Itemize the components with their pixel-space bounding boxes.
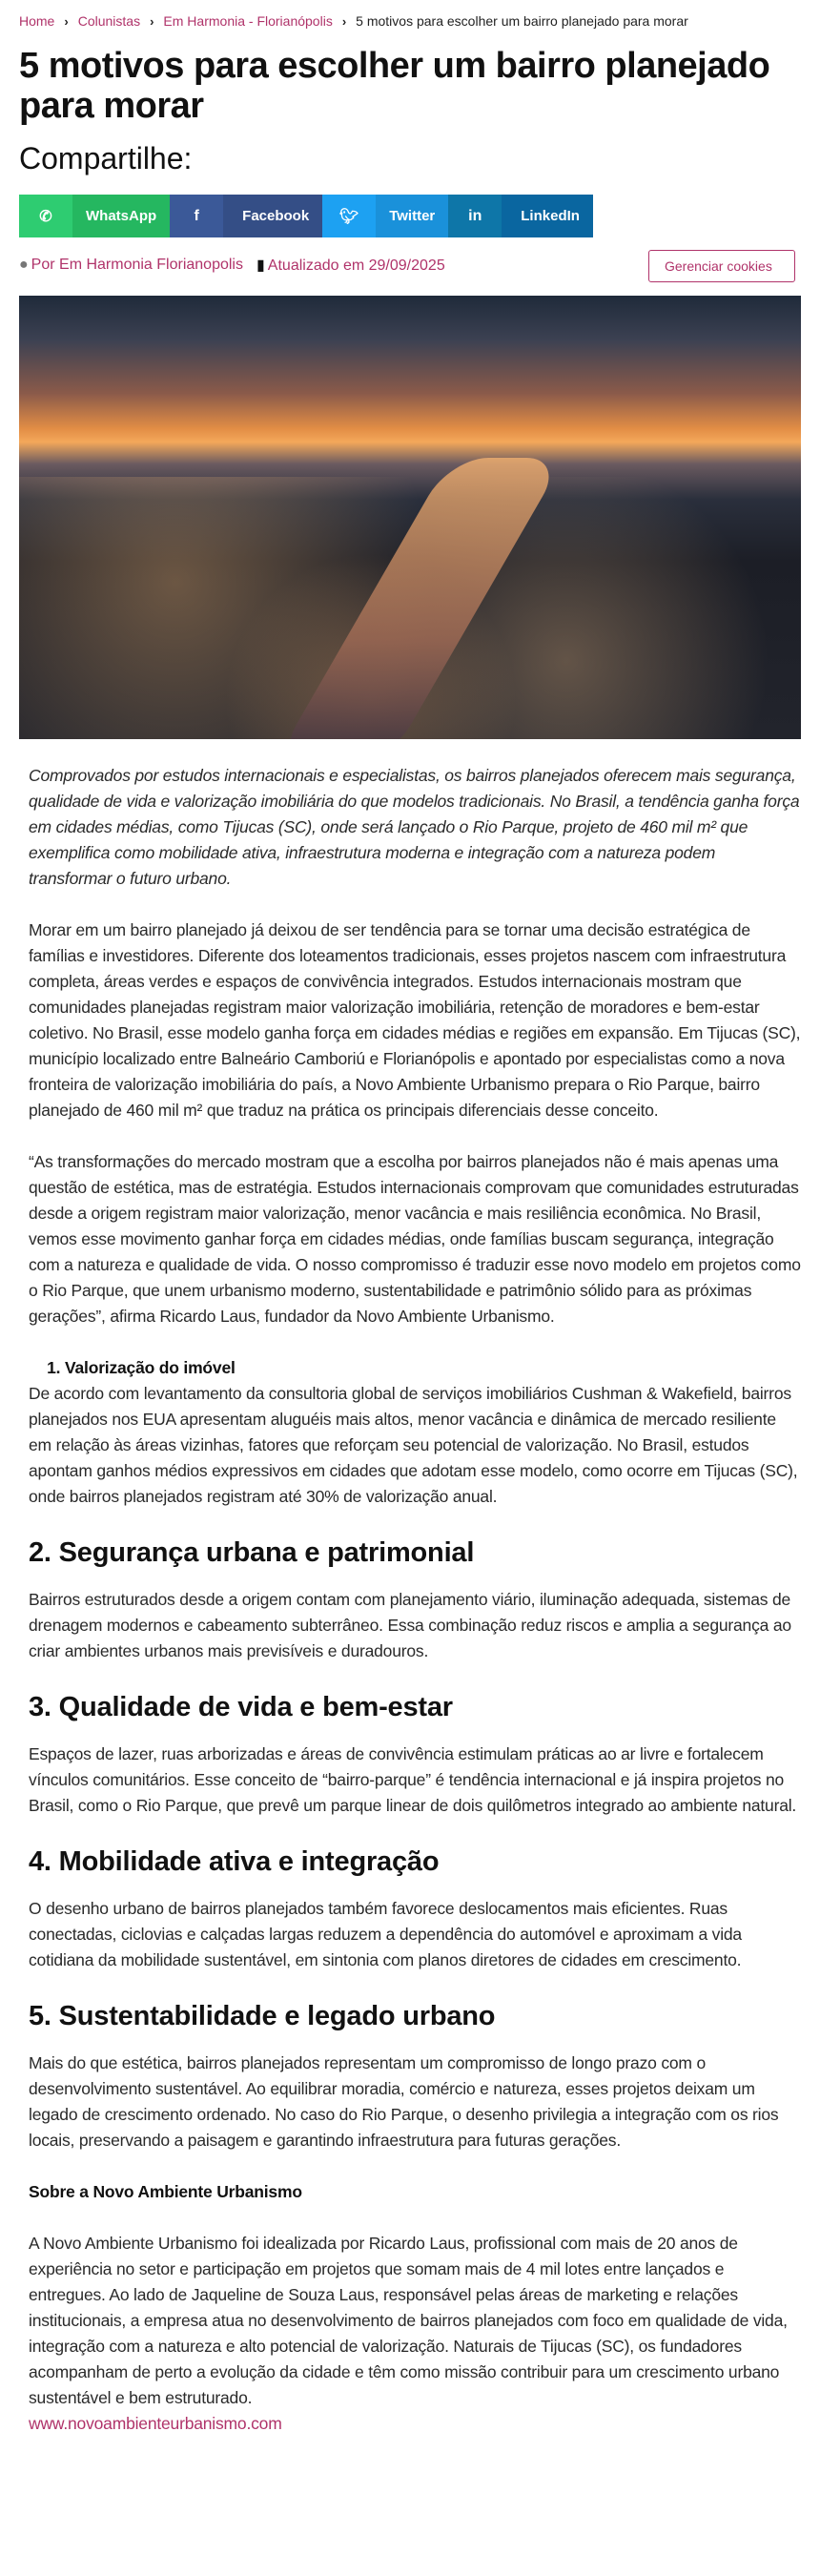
section-heading: 5. Sustentabilidade e legado urbano (29, 2001, 496, 2031)
whatsapp-icon: ✆ (19, 195, 72, 237)
chevron-right-icon: › (150, 13, 154, 29)
manage-cookies-button[interactable]: Gerenciar cookies (648, 250, 795, 282)
paragraph: Bairros estruturados desde a origem contam com planejamento viário, iluminação adequada, sistemas de drenagem modernos e cabeamento subterrâneo. Essa combinação reduz riscos e amplia a segurança ao criar ambientes urbanos mais previsíveis e duradouros. (29, 1590, 791, 1660)
about-heading: Sobre a Novo Ambiente Urbanismo (29, 2182, 302, 2201)
share-twitter-button[interactable]: 🐦︎ Twitter (322, 195, 448, 237)
section-heading: 3. Qualidade de vida e bem-estar (29, 1692, 453, 1722)
section-heading: 2. Segurança urbana e patrimonial (29, 1537, 475, 1568)
share-buttons (19, 195, 593, 237)
twitter-icon: 🐦︎ (322, 195, 376, 237)
list-item-valorizacao: 1. Valorização do imóvel (65, 1355, 801, 1381)
paragraph: Espaços de lazer, ruas arborizadas e áreas de convivência estimulam práticas ao ar livre e fortalecem vínculos comunitários. Esse conceito de “bairro-parque” é tendência internacional e já inspira projetos no Brasil, como o Rio Parque, que prevê um parque linear de dois quilômetros integrado ao ambiente natural. (29, 1744, 797, 1815)
paragraph: Morar em um bairro planejado já deixou de ser tendência para se tornar uma decisão estratégica de famílias e investidores. Diferente dos loteamentos tradicionais, esses projetos nascem com infraestrutura completa, áreas verdes e espaços de convivência integrados. Estudos internacionais mostram que comunidades planejadas registram maior valorização imobiliária, retenção de moradores e bem-estar coletivo. No Brasil, esse modelo ganha força em cidades médias e regiões em expansão. Em Tijucas (SC), município localizado entre Balneário Camboriú e Florianópolis e apontado por especialistas como a nova fronteira de valorização imobiliária do país, a Novo Ambiente Urbanismo prepara o Rio Parque, bairro planejado de 460 mil m² que traduz na prática os principais diferenciais desse conceito. (29, 920, 801, 1120)
chevron-right-icon: › (64, 13, 69, 29)
paragraph: O desenho urbano de bairros planejados também favorece deslocamentos mais eficientes. Ruas conectadas, ciclovias e calçadas largas reduzem a dependência do automóvel e aproximam a vida cotidiana da mobilidade sustentável, em sintonia com planos diretores de cidades em crescimento. (29, 1899, 742, 1969)
user-icon: ● (19, 257, 29, 273)
chevron-right-icon: › (341, 13, 347, 29)
quote-paragraph: “As transformações do mercado mostram que a escolha por bairros planejados não é mais apenas uma questão de estética, mas de estratégia. Estudos internacionais comprovam que comunidades estruturadas desde a origem registram maior valorização, menor vacância e mais resiliência econômica. No Brasil, vemos esse movimento ganhar força em cidades médias, onde famílias buscam segurança, integração com a natureza e qualidade de vida. O nosso compromisso é traduzir esse novo modelo em projetos como o Rio Parque, que unem urbanismo moderno, sustentabilidade e patrimônio sólido para as próximas gerações”, afirma Ricardo Laus, fundador da Novo Ambiente Urbanismo. (29, 1152, 801, 1326)
paragraph: De acordo com levantamento da consultoria global de serviços imobiliários Cushman & Wakefield, bairros planejados nos EUA apresentam aluguéis mais altos, menor vacância e dinâmica de mercado resiliente em relação às áreas vizinhas, fatores que reforçam seu potencial de valorização. No Brasil, estudos apontam ganhos médios expressivos em cidades que adotam esse modelo, como ocorre em Tijucas (SC), onde bairros planejados registram até 30% de valorização anual. (29, 1384, 798, 1506)
share-linkedin-button[interactable]: in LinkedIn (448, 195, 593, 237)
breadcrumb-current: 5 motivos para escolher um bairro planejado para morar (356, 13, 688, 29)
paragraph: Mais do que estética, bairros planejados representam um compromisso de longo prazo com o desenvolvimento sustentável. Ao equilibrar moradia, comércio e natureza, esses projetos deixam um legado de crescimento ordenado. No caso do Rio Parque, o desenho privilegia a integração com os rios locais, preservando a paisagem e garantindo infraestrutura para futuras gerações. (29, 2053, 779, 2150)
calendar-icon: ▮ (256, 258, 265, 274)
breadcrumb-em-harmonia[interactable]: Em Harmonia - Florianópolis (163, 13, 333, 29)
article-body (29, 763, 801, 2437)
about-paragraph: A Novo Ambiente Urbanismo foi idealizada por Ricardo Laus, profissional com mais de 20 anos de experiência no setor e participação em projetos que somam mais de 4 mil lotes entre lançados e entregues. Ao lado de Jaqueline de Souza Laus, responsável pelas áreas de marketing e relações institucionais, a empresa atua no desenvolvimento de bairros planejados com foco em qualidade de vida, integração com a natureza e alto potencial de valorização. Naturais de Tijucas (SC), os fundadores acompanham de perto a evolução da cidade e têm como missão contribuir para um crescimento urbano sustentável e bem estruturado. (29, 2234, 788, 2407)
breadcrumb-colunistas[interactable]: Colunistas (77, 13, 141, 29)
share-whatsapp-button[interactable]: ✆ WhatsApp (19, 195, 170, 237)
hero-image (19, 296, 801, 739)
facebook-icon: f (170, 195, 223, 237)
page-title: 5 motivos para escolher um bairro planejado para morar (19, 46, 770, 126)
author-link[interactable]: Por Em Harmonia Florianopolis (31, 257, 243, 273)
numbered-list (65, 1355, 801, 1381)
breadcrumb (19, 13, 688, 29)
share-facebook-button[interactable]: f Facebook (170, 195, 322, 237)
post-meta (19, 256, 445, 275)
company-website-link[interactable]: www.novoambienteurbanismo.com (29, 2414, 282, 2433)
breadcrumb-home[interactable]: Home (19, 13, 55, 29)
section-heading: 4. Mobilidade ativa e integração (29, 1846, 440, 1877)
linkedin-icon: in (448, 195, 502, 237)
updated-date: Atualizado em 29/09/2025 (267, 258, 445, 274)
share-heading: Compartilhe: (19, 141, 193, 175)
article-lead: Comprovados por estudos internacionais e especialistas, os bairros planejados oferecem mais segurança, qualidade de vida e valorização imobiliária do que modelos tradicionais. No Brasil, a tendência ganha força em cidades médias, como Tijucas (SC), onde será lançado o Rio Parque, projeto de 460 mil m² que exemplifica como mobilidade ativa, infraestrutura moderna e integração com a natureza podem transformar o futuro urbano. (29, 766, 800, 888)
